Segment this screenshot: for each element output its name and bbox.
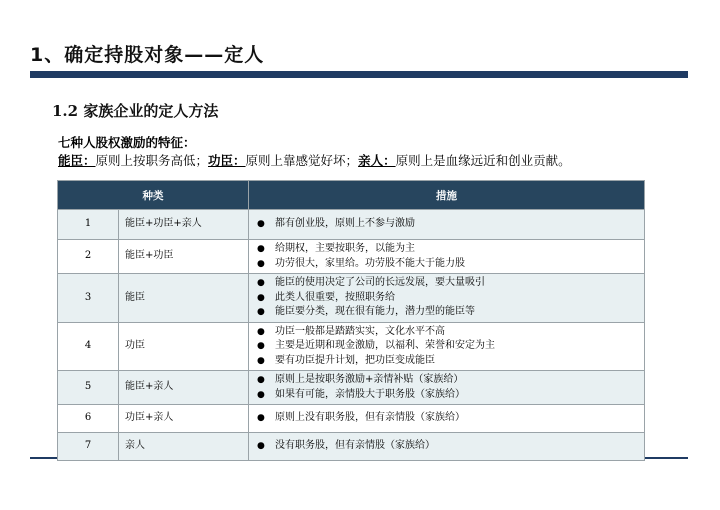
row-type: 能臣+功臣+亲人	[119, 210, 249, 240]
desc-nengchen: 原则上按职务高低；	[95, 153, 209, 168]
header-measures: 措施	[249, 181, 645, 210]
keyword-nengchen: 能臣：	[58, 153, 96, 168]
measure-item: ● 此类人很重要，按照职务给	[257, 291, 638, 306]
measure-item: ● 都有创业股，原则上不参与激励	[257, 217, 638, 232]
subtitle: 七种人股权激励的特征：	[58, 135, 196, 150]
row-type: 能臣+功臣	[119, 240, 249, 274]
table-header-row	[58, 181, 645, 210]
row-number: 2	[58, 240, 119, 274]
description-line	[58, 151, 571, 169]
slide-title: 1、确定持股对象——定人	[30, 44, 265, 66]
desc-gongchen: 原则上靠感觉好坏；	[245, 153, 359, 168]
section-title: 1.2 家族企业的定人方法	[52, 102, 219, 120]
measure-item: ● 主要是近期和现金激励，以福利、荣誉和安定为主	[257, 339, 638, 354]
keyword-gongchen: 功臣：	[208, 153, 246, 168]
row-measures	[249, 405, 645, 433]
row-measures	[249, 371, 645, 405]
measure-item: ● 如果有可能，亲情股大于职务股（家族给）	[257, 388, 638, 403]
title-underline-bar	[30, 71, 688, 78]
table-row	[58, 322, 645, 371]
measure-item: ● 要有功臣提升计划，把功臣变成能臣	[257, 354, 638, 369]
incentive-table	[57, 180, 645, 461]
row-measures	[249, 240, 645, 274]
measure-item: ● 功臣一般都是踏踏实实，文化水平不高	[257, 325, 638, 340]
row-measures	[249, 274, 645, 323]
row-number: 3	[58, 274, 119, 323]
row-measures	[249, 210, 645, 240]
row-number: 5	[58, 371, 119, 405]
row-number: 1	[58, 210, 119, 240]
table-row	[58, 371, 645, 405]
row-measures	[249, 322, 645, 371]
measure-list	[255, 217, 638, 232]
measure-list	[255, 373, 638, 402]
measure-item: ● 能臣的使用决定了公司的长远发展，要大量吸引	[257, 276, 638, 291]
row-number: 7	[58, 433, 119, 461]
row-type: 能臣+亲人	[119, 371, 249, 405]
measure-item: ● 功劳很大，家里给。功劳股不能大于能力股	[257, 257, 638, 272]
measure-list	[255, 242, 638, 271]
keyword-qinren: 亲人：	[358, 153, 396, 168]
measure-item: ● 原则上是按职务激励+亲情补贴（家族给）	[257, 373, 638, 388]
header-type: 种类	[58, 181, 249, 210]
table-body	[58, 210, 645, 461]
table-row	[58, 274, 645, 323]
measure-item: ● 没有职务股，但有亲情股（家族给）	[257, 439, 638, 454]
measure-item: ● 给期权，主要按职务，以能为主	[257, 242, 638, 257]
desc-qinren: 原则上是血缘远近和创业贡献。	[395, 153, 571, 168]
measure-item: ● 原则上没有职务股，但有亲情股（家族给）	[257, 411, 638, 426]
row-type: 能臣	[119, 274, 249, 323]
table-row	[58, 240, 645, 274]
row-number: 4	[58, 322, 119, 371]
measure-item: ● 能臣要分类，现在很有能力，潜力型的能臣等	[257, 305, 638, 320]
row-measures	[249, 433, 645, 461]
measure-list	[255, 439, 638, 454]
measure-list	[255, 276, 638, 320]
row-type: 亲人	[119, 433, 249, 461]
measure-list	[255, 411, 638, 426]
table-row	[58, 405, 645, 433]
row-type: 功臣	[119, 322, 249, 371]
table-row	[58, 210, 645, 240]
row-type: 功臣+亲人	[119, 405, 249, 433]
row-number: 6	[58, 405, 119, 433]
table-row	[58, 433, 645, 461]
measure-list	[255, 325, 638, 369]
